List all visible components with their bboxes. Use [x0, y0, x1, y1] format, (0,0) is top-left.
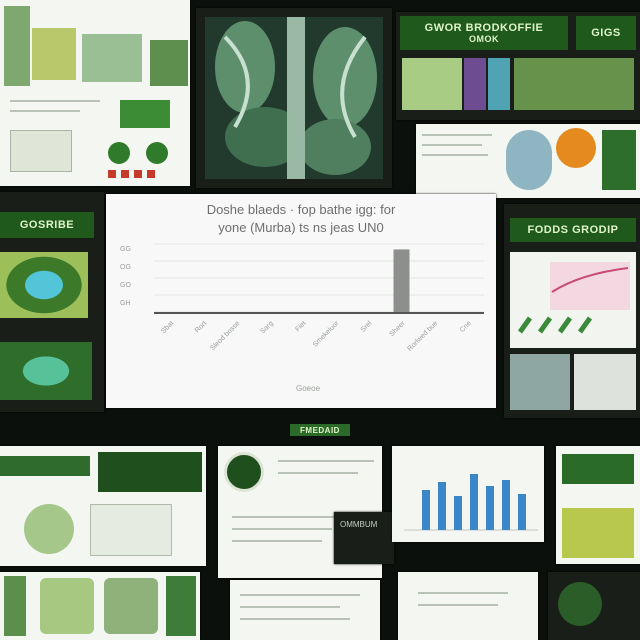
thumb-block — [402, 58, 462, 110]
x-tick-label: Sbat — [160, 320, 176, 336]
header-banner — [400, 16, 568, 50]
text-line — [240, 606, 340, 608]
text-line — [10, 110, 80, 112]
y-tick-label: GO — [120, 282, 131, 289]
thumb-block — [464, 58, 486, 110]
collage-card-right — [504, 204, 640, 418]
thumb-block — [4, 576, 26, 636]
thumb-block — [574, 354, 636, 410]
thumb-block — [90, 504, 172, 556]
collage-card-top-left — [0, 0, 190, 186]
y-tick-label: OG — [120, 264, 131, 271]
y-tick-label: GH — [120, 300, 131, 307]
thumb-block — [514, 58, 634, 110]
header-banner — [576, 16, 636, 50]
circle-icon — [558, 582, 602, 626]
thumb-block — [506, 130, 552, 190]
text-line — [240, 618, 350, 620]
collage-card-bottom-mid — [230, 580, 380, 640]
thumb-block — [4, 6, 30, 86]
collage-card-bottom-right — [556, 446, 640, 564]
x-tick-label: Sleod bosse — [209, 320, 242, 353]
thumb-block — [602, 130, 636, 190]
header-text: GWOR BRODKOFFIE — [424, 22, 544, 34]
circle-icon — [146, 142, 168, 164]
mini-card-label: OMMBUM — [340, 520, 378, 529]
collage-card-bottom-corner — [548, 572, 640, 640]
x-tick-label: Sarg — [259, 320, 275, 336]
collage-card-left — [0, 192, 104, 412]
header-text: FODDS GRODIP — [527, 224, 619, 236]
header-text: OMOK — [469, 34, 499, 44]
collage-card-bottom-mid-right — [398, 572, 538, 640]
x-tick-labels — [154, 318, 484, 378]
bar-chart — [154, 240, 484, 314]
text-line — [422, 144, 482, 146]
chart-card — [106, 194, 496, 408]
thumb-block — [488, 58, 510, 110]
circle-icon — [224, 452, 264, 492]
x-tick-label: Smekeluor — [311, 320, 341, 349]
x-tick-label: Rort — [194, 320, 209, 335]
collage-card-bottom-chart — [392, 446, 544, 542]
header-text: GIGS — [591, 27, 621, 39]
text-line — [278, 460, 374, 462]
mini-bar-chart — [392, 446, 544, 542]
chart-thumb — [120, 100, 170, 128]
thumb-block — [0, 456, 90, 476]
thumb-block — [40, 578, 94, 634]
x-tick-label: Cne — [458, 320, 473, 335]
mini-card — [334, 512, 394, 564]
y-tick-labels — [120, 246, 150, 316]
photo-card-center — [196, 8, 392, 188]
header-banner — [510, 218, 636, 242]
red-dots — [108, 170, 160, 178]
circle-icon — [108, 142, 130, 164]
collage-card-top-right — [396, 12, 640, 120]
thumb-block — [104, 578, 158, 634]
text-line — [10, 100, 100, 102]
text-line — [232, 528, 332, 530]
chart-title-line1: Doshe blaeds · fop bathe igg: for — [206, 202, 396, 217]
thumb-block — [166, 576, 196, 636]
text-line — [422, 154, 488, 156]
text-line — [418, 604, 498, 606]
thumb-block — [510, 354, 570, 410]
y-tick-label: GG — [120, 246, 131, 253]
divider-label — [290, 424, 350, 436]
text-line — [232, 516, 342, 518]
text-line — [240, 594, 360, 596]
text-line — [232, 540, 322, 542]
x-tick-label: Rorlwed bue — [406, 320, 440, 353]
collage-card-right-mid — [416, 124, 640, 198]
line-chart-thumb — [510, 252, 636, 348]
mini-line-chart — [510, 252, 636, 348]
chart-bar — [394, 249, 410, 312]
header-text: GOSRIBE — [19, 219, 75, 231]
header-banner — [0, 212, 94, 238]
circle-icon — [556, 128, 596, 168]
x-axis-label: Goeoe — [296, 384, 321, 393]
x-tick-label: Fiet — [294, 320, 308, 334]
text-line — [422, 134, 492, 136]
leaf-image — [0, 252, 88, 318]
text-line — [278, 472, 358, 474]
thumb-block — [32, 28, 76, 80]
thumb-block — [24, 504, 74, 554]
thumb-block — [150, 40, 188, 86]
x-tick-label: Srel — [359, 320, 374, 334]
chart-title-line2: yone (Murba) ts ns jeas UN0 — [218, 220, 384, 235]
thumb-block — [10, 130, 72, 172]
thumb-block — [82, 34, 142, 82]
collage-card-bottom-strip — [0, 572, 200, 640]
leaf-image — [0, 342, 92, 400]
divider-text: FMEDAID — [300, 425, 340, 435]
collage-card-bottom-left — [0, 446, 206, 566]
x-tick-label: Sheer — [388, 320, 407, 339]
thumb-block — [562, 454, 634, 484]
plant-photo-image — [205, 17, 383, 179]
thumb-block — [562, 508, 634, 558]
thumb-block — [98, 452, 202, 492]
text-line — [418, 592, 508, 594]
